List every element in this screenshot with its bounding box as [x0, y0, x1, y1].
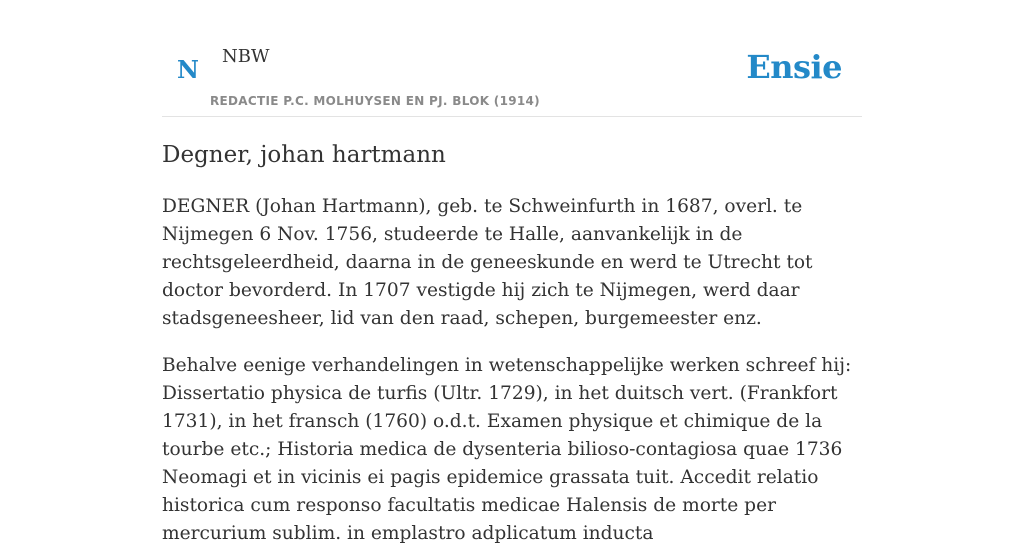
source-name[interactable]: NBW [222, 46, 270, 67]
article-paragraph: DEGNER (Johan Hartmann), geb. te Schweinfurth in 1687, overl. te Nijmegen 6 Nov. 1756, studeerde te Halle, aanvankelijk in de rechtsgeleerdheid, daarna in de geneeskunde en werd te Utrecht tot doctor bevorderd. In 1707 vestigde hij zich te Nijmegen, werd daar stadsgeneesheer, lid van den raad, schepen, burgemeester enz. [162, 196, 813, 329]
source-logo[interactable]: N [177, 55, 199, 84]
site-header [162, 0, 862, 117]
article [162, 140, 862, 548]
source-editors: REDACTIE P.C. MOLHUYSEN EN PJ. BLOK (1914) [210, 94, 540, 108]
ensie-logo[interactable]: Ensie [746, 48, 842, 86]
article-paragraph: Behalve eenige verhandelingen in wetenschappelijke werken schreef hij: Dissertatio physica de turfis (Ultr. 1729), in het duitsch vert. (Frankfort 1731), in het fransch (1760) o.d.t. Examen physique et chimique de la tourbe etc.; Historia medica de dysenteria bilioso-contagiosa quae 1736 Neomagi et in vicinis ei pagis epidemice grassata tuit. Accedit relatio historica cum responso facultatis medicae Halensis de morte per mercurium sublim. in emplastro adplicatum inducta [162, 355, 852, 544]
article-title: Degner, johan hartmann [162, 142, 446, 168]
